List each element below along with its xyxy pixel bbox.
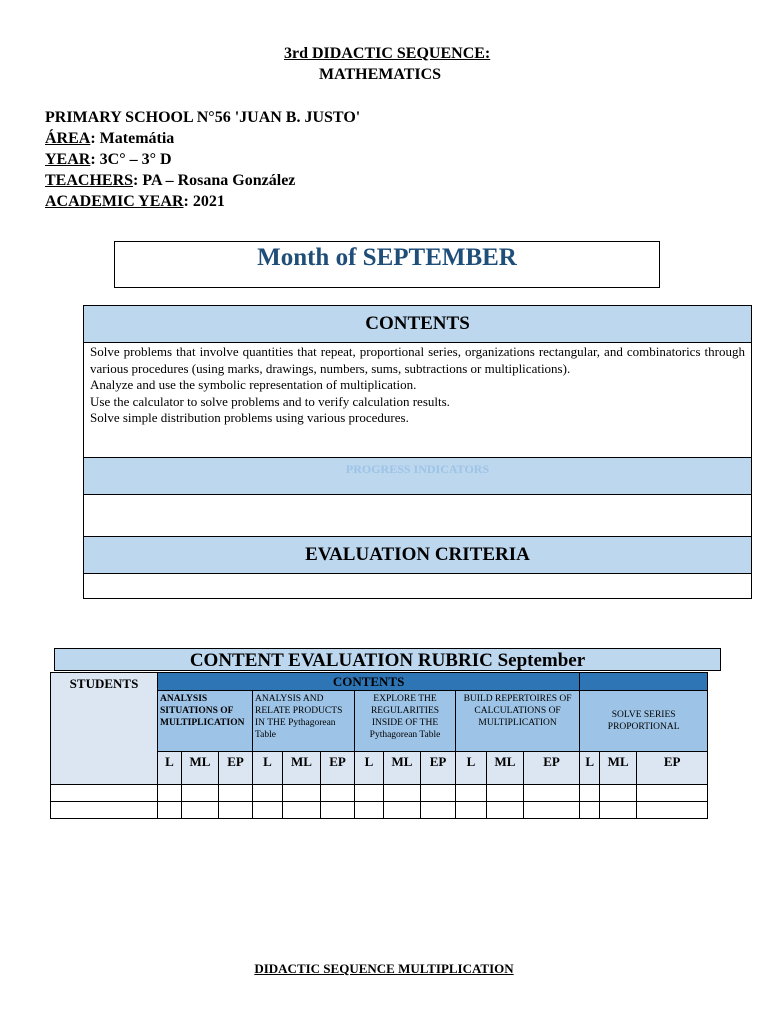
level-label: ML <box>487 752 524 785</box>
footer-title: DIDACTIC SEQUENCE MULTIPLICATION <box>254 961 514 976</box>
grade-cell <box>600 785 637 802</box>
level-label: ML <box>283 752 321 785</box>
contents-item: Solve simple distribution problems using various procedures. <box>90 410 409 425</box>
contents-item: Solve problems that involve quantities that repeat, proportional series, organizations rectangular, and combinatorics through various procedures (using marks, drawings, numbers, sums, subtractions or multiplications). <box>90 344 745 376</box>
grade-cell <box>384 785 421 802</box>
level-label: L <box>355 752 384 785</box>
area-line <box>45 128 360 149</box>
rubric-contents-header: CONTENTS <box>158 673 580 691</box>
level-label: ML <box>384 752 421 785</box>
student-row <box>51 785 708 802</box>
rubric-column-header: SOLVE SERIES PROPORTIONAL <box>580 691 708 752</box>
teachers-value: : PA – Rosana González <box>133 172 296 189</box>
grade-cell <box>253 802 283 819</box>
student-cell <box>51 802 158 819</box>
grade-cell <box>580 785 600 802</box>
grade-cell <box>421 802 456 819</box>
grade-cell <box>524 785 580 802</box>
evaluation-criteria-body <box>84 574 752 599</box>
grade-cell <box>158 785 182 802</box>
year-value: : 3C° – 3° D <box>90 151 172 168</box>
grade-cell <box>219 802 253 819</box>
grade-cell <box>600 802 637 819</box>
grade-cell <box>283 802 321 819</box>
contents-list <box>84 343 752 458</box>
year-label: YEAR <box>45 151 91 168</box>
grade-cell <box>580 802 600 819</box>
rubric-title-month: September <box>492 650 586 671</box>
grade-cell <box>637 802 708 819</box>
level-label: EP <box>421 752 456 785</box>
student-row <box>51 802 708 819</box>
student-cell <box>51 785 158 802</box>
rubric-title-main: CONTENT EVALUATION RUBRIC <box>189 650 493 671</box>
month-box <box>114 241 660 288</box>
rubric-contents-header-extension <box>580 673 708 691</box>
academic-year-value: : 2021 <box>183 193 225 210</box>
students-header: STUDENTS <box>51 673 158 785</box>
area-value: : Matemátia <box>90 130 175 147</box>
grade-cell <box>182 802 219 819</box>
level-label: EP <box>219 752 253 785</box>
grade-cell <box>384 802 421 819</box>
level-label: EP <box>637 752 708 785</box>
progress-indicators-body <box>84 495 752 537</box>
grade-cell <box>321 785 355 802</box>
grade-cell <box>421 785 456 802</box>
teachers-label: TEACHERS <box>45 172 134 189</box>
document-title-line1: 3rd DIDACTIC SEQUENCE: <box>284 45 491 62</box>
level-label: L <box>580 752 600 785</box>
area-label: ÁREA <box>45 130 91 147</box>
level-label: EP <box>524 752 580 785</box>
grade-cell <box>487 785 524 802</box>
grade-cell <box>355 802 384 819</box>
grade-cell <box>219 785 253 802</box>
school-name: PRIMARY SCHOOL N°56 'JUAN B. JUSTO' <box>45 109 361 126</box>
level-label: EP <box>321 752 355 785</box>
grade-cell <box>158 802 182 819</box>
month-title: Month of SEPTEMBER <box>257 244 517 271</box>
grade-cell <box>283 785 321 802</box>
teachers-line <box>45 170 360 191</box>
academic-year-line <box>45 191 360 212</box>
level-label: L <box>158 752 182 785</box>
contents-item: Analyze and use the symbolic representation of multiplication. <box>90 377 417 392</box>
level-label: L <box>456 752 487 785</box>
progress-indicators-heading: PROGRESS INDICATORS <box>345 462 490 476</box>
grade-cell <box>182 785 219 802</box>
level-label: L <box>253 752 283 785</box>
school-info <box>45 107 360 212</box>
contents-table <box>83 305 752 599</box>
level-label: ML <box>600 752 637 785</box>
contents-heading: CONTENTS <box>84 306 752 343</box>
level-label: ML <box>182 752 219 785</box>
rubric-title <box>54 648 721 671</box>
rubric-column-header: EXPLORE THE REGULARITIES INSIDE OF THE Pythagorean Table <box>355 691 456 752</box>
rubric-column-header: BUILD REPERTOIRES OF CALCULATIONS OF MULTIPLICATION <box>456 691 580 752</box>
grade-cell <box>637 785 708 802</box>
grade-cell <box>253 785 283 802</box>
grade-cell <box>456 802 487 819</box>
rubric-column-header: ANALYSIS AND RELATE PRODUCTS IN THE Pythagorean Table <box>253 691 355 752</box>
progress-indicators-heading-cell <box>84 458 752 495</box>
rubric-table <box>50 672 708 819</box>
year-line <box>45 149 360 170</box>
grade-cell <box>524 802 580 819</box>
grade-cell <box>456 785 487 802</box>
document-title-line2: MATHEMATICS <box>319 66 442 83</box>
grade-cell <box>355 785 384 802</box>
rubric-column-header: ANALYSIS SITUATIONS OF MULTIPLICATION <box>158 691 253 752</box>
academic-year-label: ACADEMIC YEAR <box>45 193 184 210</box>
grade-cell <box>487 802 524 819</box>
grade-cell <box>321 802 355 819</box>
contents-item: Use the calculator to solve problems and to verify calculation results. <box>90 393 450 409</box>
evaluation-criteria-heading: EVALUATION CRITERIA <box>84 537 752 574</box>
